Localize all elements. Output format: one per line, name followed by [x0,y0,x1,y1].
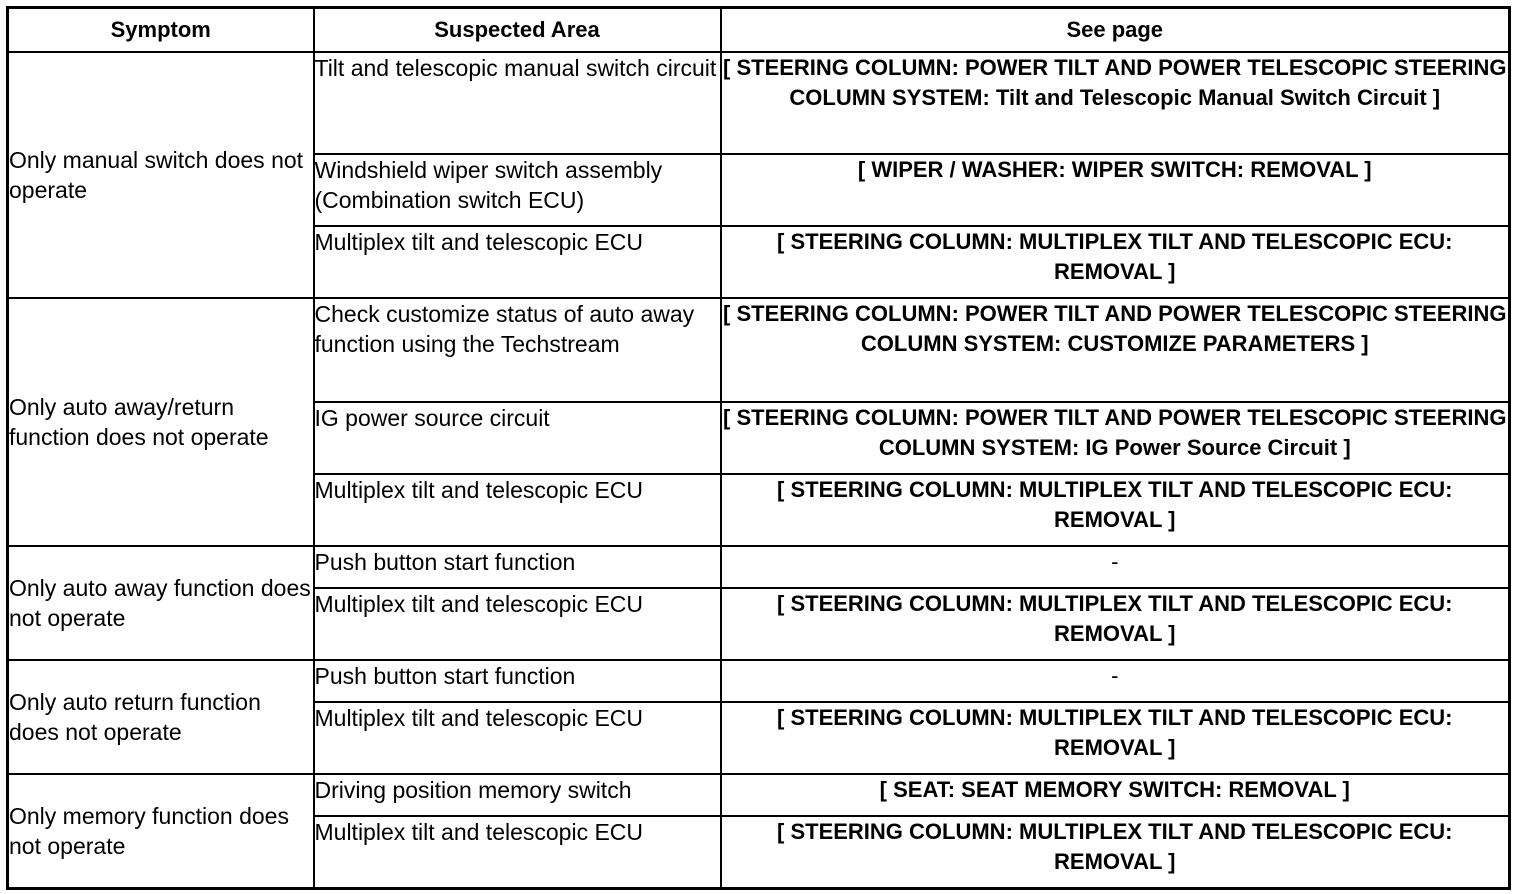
suspected-area-cell: Multiplex tilt and telescopic ECU [314,702,721,774]
see-page-link[interactable]: [ STEERING COLUMN: MULTIPLEX TILT AND TELESCOPIC ECU: REMOVAL ] [721,588,1510,660]
symptom-cell: Only auto away function does not operate [8,546,314,660]
header-see-page: See page [721,8,1510,53]
table-row [8,774,1510,816]
see-page-cell: - [721,660,1510,702]
suspected-area-cell: IG power source circuit [314,402,721,474]
table-row [8,660,1510,702]
symptom-cell: Only memory function does not operate [8,774,314,888]
see-page-link[interactable]: [ STEERING COLUMN: POWER TILT AND POWER TELESCOPIC STEERING COLUMN SYSTEM: Tilt and Telescopic Manual Switch Circuit ] [721,52,1510,154]
symptom-cell: Only manual switch does not operate [8,52,314,298]
see-page-link[interactable]: [ STEERING COLUMN: MULTIPLEX TILT AND TELESCOPIC ECU: REMOVAL ] [721,816,1510,888]
symptom-table [6,6,1511,890]
suspected-area-cell: Multiplex tilt and telescopic ECU [314,474,721,546]
header-suspected-area: Suspected Area [314,8,721,53]
see-page-cell: - [721,546,1510,588]
suspected-area-cell: Multiplex tilt and telescopic ECU [314,226,721,298]
see-page-link[interactable]: [ STEERING COLUMN: POWER TILT AND POWER TELESCOPIC STEERING COLUMN SYSTEM: IG Power Source Circuit ] [721,402,1510,474]
suspected-area-cell: Driving position memory switch [314,774,721,816]
table-row [8,52,1510,154]
suspected-area-cell: Tilt and telescopic manual switch circuit [314,52,721,154]
symptom-cell: Only auto away/return function does not operate [8,298,314,546]
see-page-link[interactable]: [ STEERING COLUMN: POWER TILT AND POWER TELESCOPIC STEERING COLUMN SYSTEM: CUSTOMIZE PARAMETERS ] [721,298,1510,402]
see-page-link[interactable]: [ STEERING COLUMN: MULTIPLEX TILT AND TELESCOPIC ECU: REMOVAL ] [721,474,1510,546]
suspected-area-cell: Push button start function [314,660,721,702]
see-page-link[interactable]: [ SEAT: SEAT MEMORY SWITCH: REMOVAL ] [721,774,1510,816]
see-page-link[interactable]: [ STEERING COLUMN: MULTIPLEX TILT AND TELESCOPIC ECU: REMOVAL ] [721,226,1510,298]
suspected-area-cell: Multiplex tilt and telescopic ECU [314,588,721,660]
symptom-cell: Only auto return function does not operate [8,660,314,774]
see-page-link[interactable]: [ STEERING COLUMN: MULTIPLEX TILT AND TELESCOPIC ECU: REMOVAL ] [721,702,1510,774]
header-symptom: Symptom [8,8,314,53]
suspected-area-cell: Check customize status of auto away function using the Techstream [314,298,721,402]
table-row [8,546,1510,588]
suspected-area-cell: Multiplex tilt and telescopic ECU [314,816,721,888]
header-row [8,8,1510,53]
suspected-area-cell: Windshield wiper switch assembly (Combination switch ECU) [314,154,721,226]
see-page-link[interactable]: [ WIPER / WASHER: WIPER SWITCH: REMOVAL ] [721,154,1510,226]
suspected-area-cell: Push button start function [314,546,721,588]
table-row [8,298,1510,402]
